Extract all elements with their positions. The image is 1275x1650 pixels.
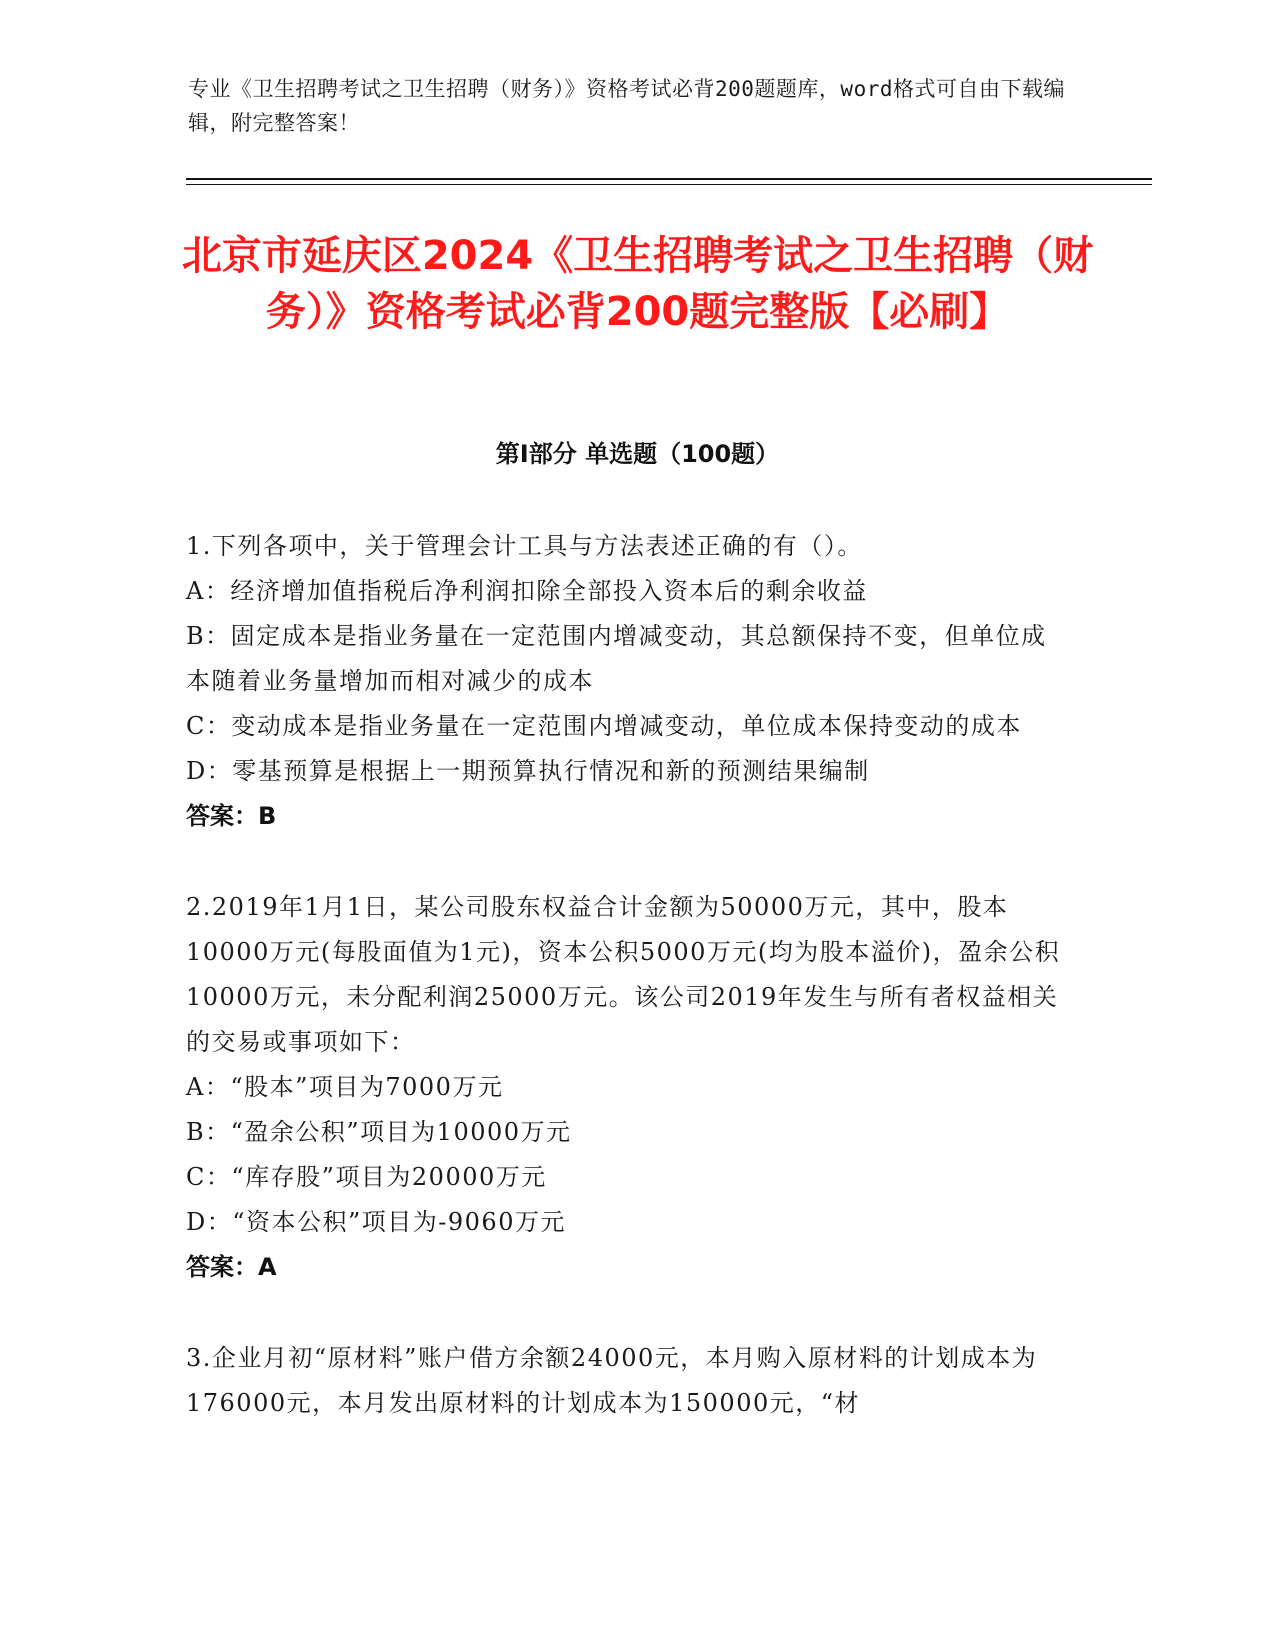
question-2 <box>186 885 1066 1290</box>
question-3 <box>186 1336 1066 1426</box>
option-a: A：“股本”项目为7000万元 <box>186 1073 504 1101</box>
option-b: B：“盈余公积”项目为10000万元 <box>186 1118 572 1146</box>
question-1 <box>186 524 1066 839</box>
answer-label: 答案：A <box>186 1253 277 1281</box>
option-c: C：变动成本是指业务量在一定范围内增减变动，单位成本保持变动的成本 <box>186 712 1022 740</box>
section-heading: 第I部分 单选题（100题） <box>495 440 780 468</box>
question-text: 1.下列各项中，关于管理会计工具与方法表述正确的有（）。 <box>186 532 863 560</box>
question-text: 3.企业月初“原材料”账户借方余额24000元，本月购入原材料的计划成本为176000元，本月发出原材料的计划成本为150000元，“材 <box>186 1344 1038 1417</box>
option-c: C：“库存股”项目为20000万元 <box>186 1163 547 1191</box>
question-text: 2.2019年1月1日，某公司股东权益合计金额为50000万元，其中，股本10000万元(每股面值为1元)，资本公积5000万元(均为股本溢价)，盈余公积10000万元，未分配利润25000万元。该公司2019年发生与所有者权益相关的交易或事项如下： <box>186 893 1061 1056</box>
option-a: A：经济增加值指税后净利润扣除全部投入资本后的剩余收益 <box>186 577 868 605</box>
header-divider-thin <box>186 184 1152 185</box>
option-b: B：固定成本是指业务量在一定范围内增减变动，其总额保持不变，但单位成本随着业务量增加而相对减少的成本 <box>186 622 1047 695</box>
header-divider-thick <box>186 178 1152 180</box>
option-d: D：零基预算是根据上一期预算执行情况和新的预测结果编制 <box>186 757 870 785</box>
answer-label: 答案：B <box>186 802 277 830</box>
document-title: 北京市延庆区2024《卫生招聘考试之卫生招聘（财务）》资格考试必背200题完整版【必刷】 <box>181 233 1094 335</box>
question-list <box>186 524 1066 1472</box>
option-d: D：“资本公积”项目为-9060万元 <box>186 1208 566 1236</box>
header-note: 专业《卫生招聘考试之卫生招聘（财务）》资格考试必背200题题库，word格式可自由下载编辑，附完整答案！ <box>188 77 1065 135</box>
